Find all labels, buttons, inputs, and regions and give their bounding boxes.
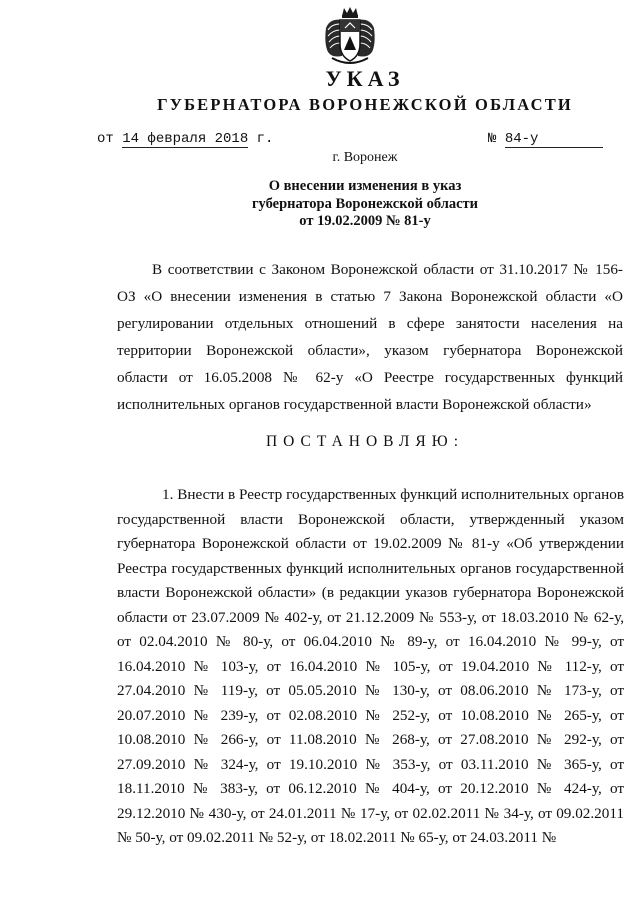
document-subtitle: ГУБЕРНАТОРА ВОРОНЕЖСКОЙ ОБЛАСТИ (157, 95, 573, 114)
number-value: 84-у (505, 132, 603, 148)
decree-heading: ПОСТАНОВЛЯЮ: (265, 433, 465, 450)
document-subject (0, 178, 640, 231)
document-number (488, 131, 603, 148)
item-1-section (117, 483, 624, 851)
voronezh-coat-of-arms-icon (322, 6, 378, 68)
number-prefix: № (488, 131, 497, 147)
date-prefix: от (97, 131, 114, 147)
city-label: г. Воронеж (332, 150, 398, 165)
preamble-section (117, 256, 623, 418)
preamble-paragraph: В соответствии с Законом Воронежской области от 31.10.2017 № 156-ОЗ «О внесении изменения в статью 7 Закона Воронежской области «О регулировании отдельных отношений в сфере занятости населения на территории Воронежской области», указом губернатора Воронежской области от 16.05.2008 № 62-у «О Реестре государственных функций исполнительных органов государственной власти Воронежской области» (117, 261, 623, 413)
subject-line: губернатора Воронежской области (251, 195, 479, 212)
date-suffix: г. (256, 131, 274, 147)
item-1-paragraph: 1. Внести в Реестр государственных функций исполнительных органов государственной власти Воронежской области, утвержденный указом губернатора Воронежской области от 19.02.2009 № 81-у «Об утверждении Реестра государственных функций исполнительных органов государственной власти Воронежской области» (в редакции указов губернатора Воронежской области от 23.07.2009 № 402-у, от 21.12.2009 № 553-у, от 18.03.2010 № 62-у, от 02.04.2010 № 80-у, от 06.04.2010 № 89-у, от 16.04.2010 № 99-у, от 16.04.2010 № 103-у, от 16.04.2010 № 105-у, от 19.04.2010 № 112-у, от 27.04.2010 № 119-у, от 05.05.2010 № 130-у, от 08.06.2010 № 173-у, от 20.07.2010 № 239-у, от 02.08.2010 № 252-у, от 10.08.2010 № 265-у, от 10.08.2010 № 266-у, от 11.08.2010 № 268-у, от 27.08.2010 № 292-у, от 27.09.2010 № 324-у, от 19.10.2010 № 353-у, от 03.11.2010 № 365-у, от 18.11.2010 № 383-у, от 06.12.2010 № 404-у, от 20.12.2010 № 424-у, от 29.12.2010 № 430-у, от 24.01.2011 № 17-у, от 02.02.2011 № 34-у, от 09.02.2011 № 50-у, от 09.02.2011 № 52-у, от 18.02.2011 № 65-у, от 24.03.2011 № (117, 486, 624, 846)
subject-line: от 19.02.2009 № 81-у (299, 213, 431, 229)
subject-line: О внесении изменения в указ (268, 178, 462, 194)
date-value: 14 февраля 2018 (122, 131, 249, 147)
document-date (97, 131, 273, 148)
document-title: УКАЗ (325, 66, 405, 91)
